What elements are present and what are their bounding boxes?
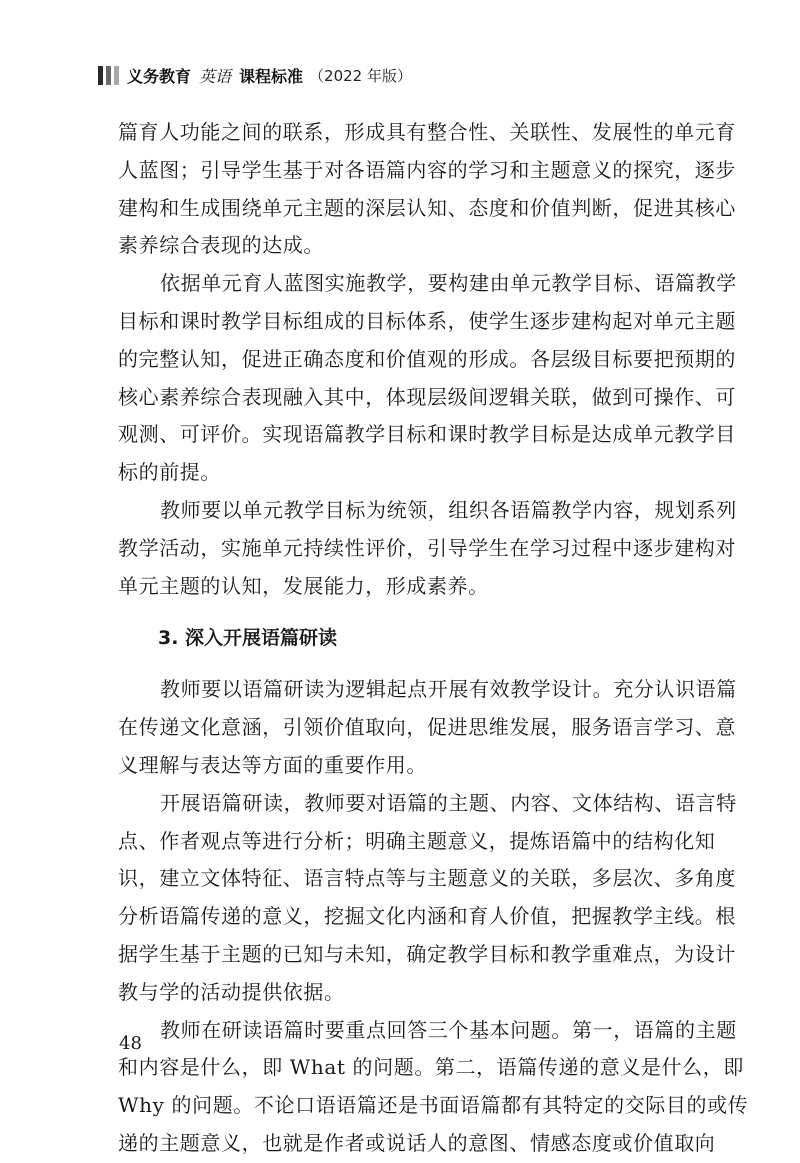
- text-line: 人蓝图；引导学生基于对各语篇内容的学习和主题意义的探究，逐步: [118, 157, 736, 182]
- text-line: 素养综合表现的达成。: [118, 233, 324, 258]
- text-line: 分析语篇传递的意义，挖掘文化内涵和育人价值，把握教学主线。根: [118, 904, 736, 929]
- text-line: 篇育人功能之间的联系，形成具有整合性、关联性、发展性的单元育: [118, 120, 736, 144]
- text-line: 义理解与表达等方面的重要作用。: [118, 752, 427, 777]
- paragraph: [118, 785, 737, 1012]
- body-text: [118, 114, 749, 1163]
- text-line: 据学生基于主题的已知与未知，确定教学目标和教学重难点，为设计: [118, 941, 736, 966]
- paragraph: [118, 1012, 749, 1163]
- header-bars-decoration: [98, 66, 119, 85]
- text-line: 点、作者观点等进行分析；明确主题意义，提炼语篇中的结构化知: [118, 828, 716, 853]
- header-subject: 英语: [199, 66, 232, 86]
- page-number: 48: [119, 1033, 142, 1054]
- text-line: 标的前提。: [118, 460, 221, 485]
- running-header: [98, 62, 412, 88]
- section-heading: 3. 深入开展语篇研读: [158, 627, 338, 650]
- text-line: Why 的问题。不论口语语篇还是书面语篇都有其特定的交际目的或传: [118, 1093, 749, 1118]
- text-line: 开展语篇研读，教师要对语篇的主题、内容、文体结构、语言特: [160, 790, 737, 815]
- text-line: 的完整认知，促进正确态度和价值观的形成。各层级目标要把预期的: [118, 346, 736, 371]
- header-title: 课程标准: [239, 66, 304, 86]
- paragraph: [118, 492, 737, 605]
- text-line: 教学活动，实施单元持续性评价，引导学生在学习过程中逐步建构对: [118, 535, 736, 560]
- text-line: 目标和课时教学目标组成的目标体系，使学生逐步建构起对单元主题: [118, 308, 736, 333]
- text-line: 建构和生成围绕单元主题的深层认知、态度和价值判断，促进其核心: [118, 195, 736, 220]
- paragraph: [118, 671, 737, 784]
- text-line: 观测、可评价。实现语篇教学目标和课时教学目标是达成单元教学目: [118, 422, 736, 447]
- text-line: 识，建立文体特征、语言特点等与主题意义的关联，多层次、多角度: [118, 866, 736, 891]
- text-line: 单元主题的认知，发展能力，形成素养。: [118, 573, 489, 598]
- text-line: 递的主题意义，也就是作者或说话人的意图、情感态度或价值取向: [118, 1130, 716, 1155]
- paragraph: [118, 114, 736, 265]
- text-line: 教与学的活动提供依据。: [118, 979, 345, 1004]
- text-line: 依据单元育人蓝图实施教学，要构建由单元教学目标、语篇教学: [160, 271, 737, 296]
- text-line: 核心素养综合表现融入其中，体现层级间逻辑关联，做到可操作、可: [118, 384, 736, 409]
- text-line: 和内容是什么，即 What 的问题。第二，语篇传递的意义是什么，即: [118, 1055, 744, 1080]
- paragraph: [118, 265, 737, 492]
- header-series: 义务教育: [127, 66, 192, 86]
- text-line: 教师要以语篇研读为逻辑起点开展有效教学设计。充分认识语篇: [160, 677, 737, 702]
- text-line: 在传递文化意涵，引领价值取向，促进思维发展，服务语言学习、意: [118, 715, 736, 740]
- header-edition: （2022 年版）: [309, 66, 412, 85]
- text-line: 教师在研读语篇时要重点回答三个基本问题。第一，语篇的主题: [160, 1017, 737, 1042]
- text-line: 教师要以单元教学目标为统领，组织各语篇教学内容，规划系列: [160, 497, 737, 522]
